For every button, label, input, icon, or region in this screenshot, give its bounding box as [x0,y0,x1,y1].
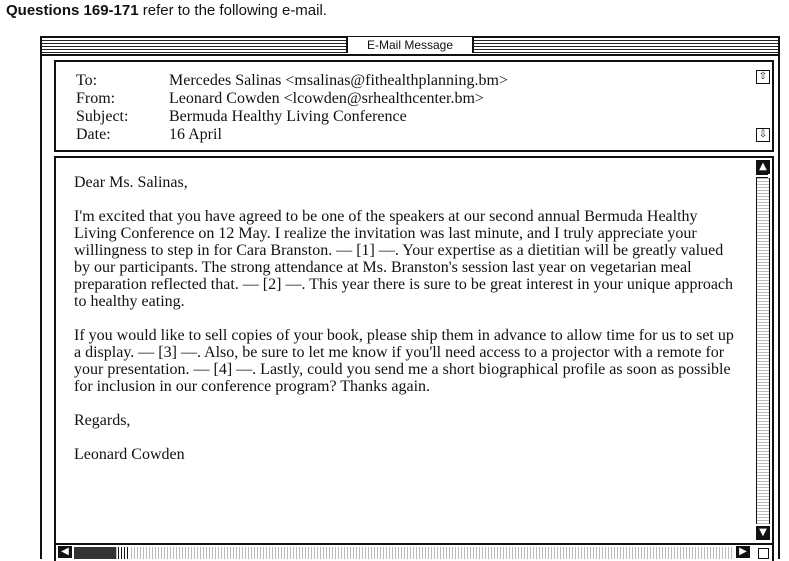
subject-value: Bermuda Healthy Living Conference [169,108,407,125]
title-bar[interactable] [42,38,778,56]
window-title: E-Mail Message [346,37,474,53]
scroll-up-icon[interactable]: ⇧ [756,70,770,84]
scroll-down-icon[interactable]: ▼ [756,526,770,540]
question-number: Questions 169-171 [6,2,139,19]
horizontal-thumb[interactable] [74,547,116,559]
from-label: From: [76,90,116,107]
date-label: Date: [76,126,111,143]
email-body [54,156,758,545]
to-label: To: [76,72,98,89]
resize-icon [758,548,769,559]
body-scrollbar[interactable] [754,156,774,545]
email-header [54,60,758,152]
horizontal-scrollbar[interactable] [54,543,758,561]
subject-label: Subject: [76,108,129,125]
scroll-down-icon[interactable]: ⇩ [756,128,770,142]
to-value: Mercedes Salinas <msalinas@fithealthplanning.bm> [169,72,508,89]
horizontal-track[interactable] [74,547,732,559]
horizontal-grip[interactable] [118,547,130,559]
question-instruction [6,2,327,19]
from-value: Leonard Cowden <lcowden@srhealthcenter.bm> [169,90,484,107]
header-scrollbar[interactable] [754,60,774,152]
scroll-up-icon[interactable]: ▲ [756,160,770,174]
closing: Regards, [74,412,131,429]
scrollbar-track[interactable] [756,178,770,524]
paragraph-1: I'm excited that you have agreed to be one of the speakers at our second annual Bermuda Healthy Living Conference on 12 May. I realize the invitation was last minute, and I truly appreciate your willingness to step in for Cara Branston. — [1] —. Your expertise as a dietitian will be greatly valued by our participants. The strong attendance at Ms. Branston's session last year on vegetarian meal preparation reflected that. — [2] —. This year there is sure to be great interest in your unique approach to healthy eating. [74,208,734,310]
resize-box[interactable] [754,543,774,561]
signature: Leonard Cowden [74,446,185,463]
greeting: Dear Ms. Salinas, [74,174,188,191]
email-window [40,36,780,559]
scroll-left-icon[interactable]: ◀ [58,546,72,558]
scroll-right-icon[interactable]: ▶ [736,546,750,558]
paragraph-2: If you would like to sell copies of your book, please ship them in advance to allow time for us to set up a display. — [3] —. Also, be sure to let me know if you'll need access to a projector with a remote for your presentation. — [4] —. Lastly, could you send me a short biographical profile as soon as possible for inclusion in our conference program? Thanks again. [74,327,734,395]
date-value: 16 April [169,126,222,143]
question-text: refer to the following e-mail. [138,2,327,19]
